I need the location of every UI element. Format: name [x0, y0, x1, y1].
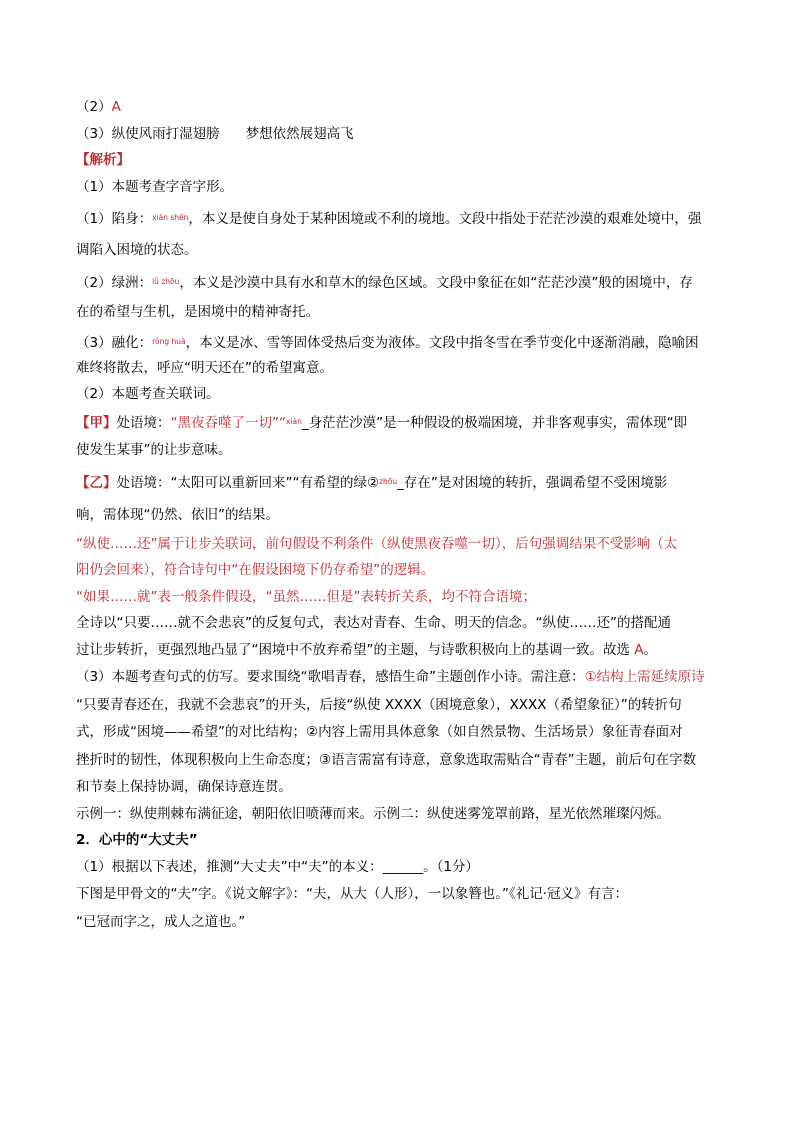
pinyin-annotation: xiàn shēn — [152, 213, 189, 222]
question2-text-line2: “已冠而字之，成人之道也。” — [76, 914, 246, 930]
yi-line1: 【乙】处语境：“太阳可以重新回来”“有希望的绿②$^{zhōu}$_存在”是对困境的转折，强调希望不受困境影 — [76, 475, 668, 491]
examples: 示例一：纵使荆棘布满征途，朝阳依旧喷薄而来。示例二：纵使迷雾笼罩前路，星光依然璀璨闪烁。 — [76, 806, 670, 822]
item2-line1: （2）绿洲：$^{lǜ zhōu}$，本义是沙漠中具有水和草木的绿色区域。文段中象征在如“茫茫沙漠”般的困境中，存 — [76, 275, 693, 291]
question2-title: 2．心中的“大丈夫” — [76, 832, 198, 848]
answer-q3: （3）纵使风雨打湿翅膀 梦想依然展翅高飞 — [76, 126, 354, 142]
red-note2: “如果……就”表一般条件假设，“虽然……但是”表转折关系，均不符合语境； — [76, 589, 536, 605]
part3-line4: 挫折时的韧性，体现积极向上生命态度；③语言需富有诗意，意象选取需贴合“青春”主题，前后句在字数 — [76, 752, 697, 768]
red-note1-line1: “纵使……还”属于让步关联词，前句假设不利条件（纵使黑夜吞噬一切），后句强调结果不受影响（太 — [76, 536, 678, 552]
part3-line5: 和节奏上保持协调，确保诗意连贯。 — [76, 779, 292, 795]
item3-line1: （3）融化：$^{róng huà}$，本义是冰、雪等固体受热后变为液体。文段中指冬雪在季节变化中逐渐消融，隐喻困 — [76, 335, 699, 351]
answer-choice: A — [111, 99, 121, 115]
yi-line2: 响，需体现“仍然、依旧”的结果。 — [76, 507, 279, 523]
jia-tag: 【甲】 — [76, 415, 117, 431]
summary-line1: 全诗以“只要……就不会悲哀”的反复句式，表达对青春、生命、明天的信念。“纵使……还”的搭配通 — [76, 615, 671, 631]
answer-blank[interactable]: ______ — [382, 859, 424, 875]
pinyin-annotation: róng huà — [152, 337, 186, 346]
part3-line2: “只要青春还在，我就不会悲哀”的开头，后接“纵使 XXXX（困境意象），XXXX（希望象征）”的转折句 — [76, 697, 682, 713]
analysis-heading: 【解析】 — [76, 152, 130, 168]
item3-line2: 难终将散去，呼应“明天还在”的希望寓意。 — [76, 360, 333, 376]
answer-q2: （2）A — [76, 99, 121, 115]
pinyin-annotation: xiàn — [285, 417, 302, 426]
item1-line2: 调陷入困境的状态。 — [76, 242, 198, 258]
part3-line3: 式，形成“困境——希望”的对比结构；②内容上需用具体意象（如自然景物、生活场景）象征青春面对 — [76, 724, 683, 740]
red-note1-line2: 阳仍会回来），符合诗句中“在假设困境下仍存希望”的逻辑。 — [76, 562, 435, 578]
question2-text-line1: 下图是甲骨文的“夫”字。《说文解字》：“夫，从大（人形），一以象簪也。”《礼记·冠义》有言： — [76, 886, 629, 902]
pinyin-annotation: lǜ zhōu — [152, 277, 180, 286]
summary-line2: 过让步转折，更强烈地凸显了“困境中不放弃希望”的主题，与诗歌积极向上的基调一致。故选 A。 — [76, 642, 658, 658]
pinyin-annotation: zhōu — [379, 477, 398, 486]
jia-line1: 【甲】处语境：“黑夜吞噬了一切”“$^{xiàn}$_身茫茫沙漠”是一种假设的极端困境，并非客观事实，需体现“即 — [76, 415, 688, 431]
item2-line2: 在的希望与生机，是困境中的精神寄托。 — [76, 304, 319, 320]
analysis-part2-title: （2）本题考查关联词。 — [76, 386, 220, 402]
question2-sub1: （1）根据以下表述，推测“大丈夫”中“夫”的本义：______。（1分） — [76, 859, 479, 875]
analysis-part1-title: （1）本题考查字音字形。 — [76, 179, 234, 195]
yi-tag: 【乙】 — [76, 475, 117, 491]
part3-line1: （3）本题考查句式的仿写。要求围绕“歌唱青春，感悟生命”主题创作小诗。需注意：①结构上需延续原诗 — [76, 669, 705, 685]
item1-line1: （1）陷身：$^{xiàn shēn}$，本义是使自身处于某种困境或不利的境地。文段中指处于茫茫沙漠的艰难处境中，强 — [76, 211, 702, 227]
jia-line2: 使发生某事”的让步意味。 — [76, 442, 232, 458]
